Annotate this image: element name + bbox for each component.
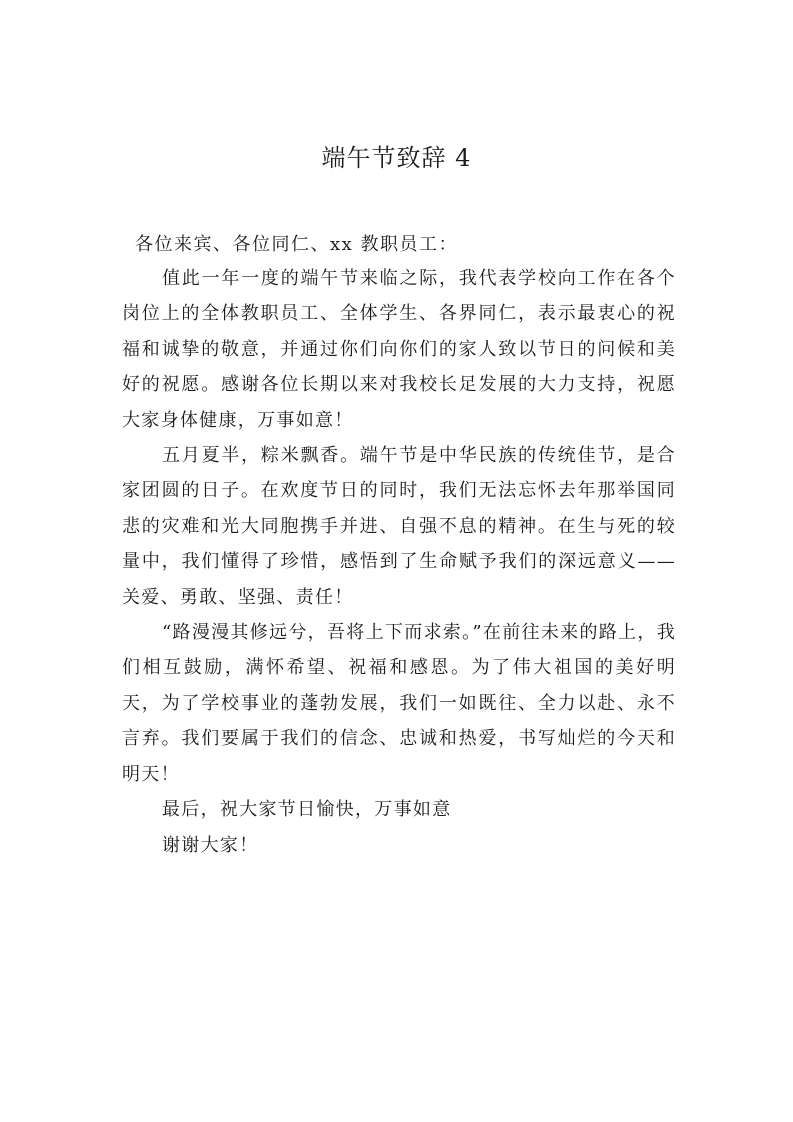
closing-thanks: 谢谢大家！	[162, 834, 259, 856]
document-body	[122, 261, 676, 863]
document-title: 端午节致辞 4	[321, 144, 472, 172]
paragraph-1: 值此一年一度的端午节来临之际，我代表学校向工作在各个岗位上的全体教职员工、全体学生、各界同仁，表示最衷心的祝福和诚挚的敬意，并通过你们向你们的家人致以节日的问候和美好的祝愿。感谢各位长期以来对我校长足发展的大力支持，祝愿大家身体健康，万事如意！	[122, 268, 676, 431]
closing-wish: 最后，祝大家节日愉快，万事如意	[162, 799, 452, 821]
salutation: 各位来宾、各位同仁、xx 教职员工：	[135, 234, 459, 255]
paragraph-3: “路漫漫其修远兮，吾将上下而求索。”在前往未来的路上，我们相互鼓励，满怀希望、祝福和感恩。为了伟大祖国的美好明天，为了学校事业的蓬勃发展，我们一如既往、全力以赴、永不言弃。我们要属于我们的信念、忠诚和热爱，书写灿烂的今天和明天！	[122, 622, 676, 785]
paragraph-2: 五月夏半，粽米飘香。端午节是中华民族的传统佳节，是合家团圆的日子。在欢度节日的同时，我们无法忘怀去年那举国同悲的灾难和光大同胞携手并进、自强不息的精神。在生与死的较量中，我们懂得了珍惜，感悟到了生命赋予我们的深远意义——关爱、勇敢、坚强、责任！	[122, 445, 676, 608]
